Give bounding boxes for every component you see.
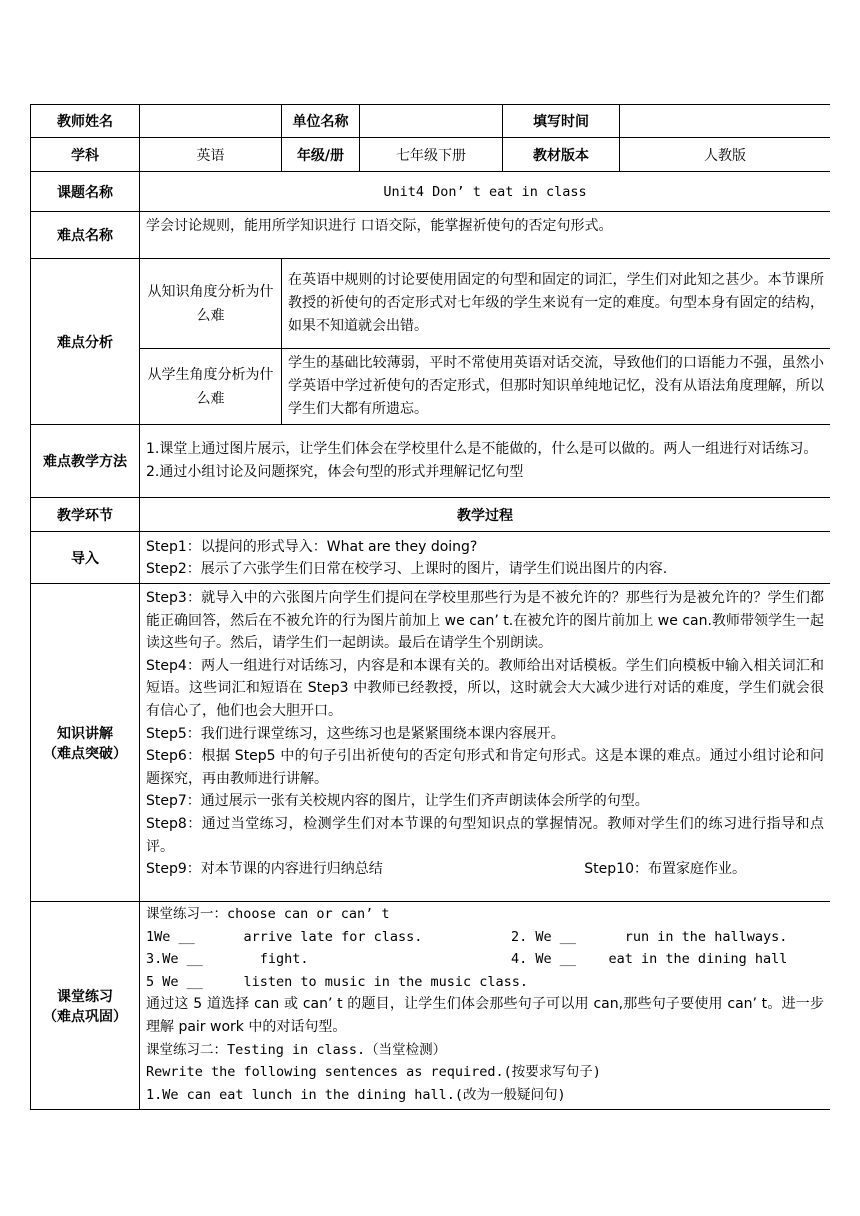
process-stage-label: 教学环节 (31, 498, 140, 532)
knowledge-step-8: Step8：通过当堂练习，检测学生们对本节课的句型知识点的掌握情况。教师对学生们的练习进行指导和点评。 (146, 815, 824, 855)
intro-row (31, 532, 831, 584)
analysis-knowledge-row (31, 259, 831, 349)
difficulty-row (31, 212, 831, 259)
knowledge-label-line-1: 知识讲解 (57, 725, 113, 742)
info-row (31, 138, 831, 172)
practice-ex1-item-5: 5 We __ listen to music in the music class. (146, 973, 529, 990)
fill-time-label: 填写时间 (503, 105, 620, 138)
teacher-name-label: 教师姓名 (31, 105, 140, 138)
analysis-label: 难点分析 (31, 259, 140, 425)
knowledge-row (31, 584, 831, 902)
knowledge-text (140, 584, 831, 902)
edition-label: 教材版本 (503, 138, 620, 172)
topic-row (31, 172, 831, 212)
intro-text (140, 532, 831, 584)
process-title: 教学过程 (140, 498, 831, 532)
lesson-plan-page (30, 104, 830, 1110)
knowledge-step-6: Step6：根据 Step5 中的句子引出祈使句的否定句形式和肯定句形式。这是本课的难点。通过小组讨论和问题探究，再由教师进行讲解。 (146, 748, 824, 787)
fill-time-value (620, 105, 831, 138)
practice-ex2-item-1: 1.We can eat lunch in the dining hall.(改为一般疑问句) (146, 1086, 566, 1103)
difficulty-label: 难点名称 (31, 212, 140, 259)
difficulty-value: 学会讨论规则，能用所学知识进行 口语交际，能掌握祈使句的否定句形式。 (140, 212, 831, 259)
unit-name-value (360, 105, 503, 138)
practice-label-line-2: （难点巩固） (43, 1008, 127, 1025)
knowledge-step-5: Step5：我们进行课堂练习，这些练习也是紧紧围绕本课内容展开。 (146, 725, 565, 742)
knowledge-step-9: Step9：对本节课的内容进行归纳总结 (146, 861, 383, 878)
method-row (31, 425, 831, 498)
teacher-name-value (140, 105, 282, 138)
knowledge-step-10: Step10：布置家庭作业。 (584, 861, 746, 878)
practice-ex1-title: 课堂练习一：choose can or can’ t (146, 906, 390, 922)
knowledge-angle-label: 从知识角度分析为什么难 (140, 259, 282, 349)
grade-value: 七年级下册 (360, 138, 503, 172)
subject-label: 学科 (31, 138, 140, 172)
grade-label: 年级/册 (282, 138, 360, 172)
lesson-plan-table (30, 104, 830, 1110)
practice-ex1-item-3: 3.We __ fight. (146, 951, 309, 968)
intro-step-1: Step1：以提问的形式导入：What are they doing? (146, 538, 478, 555)
knowledge-step-3: Step3：就导入中的六张图片向学生们提问在学校里那些行为是不被允许的？那些行为是被允许的？学生们都能正确回答，然后在不被允许的行为图片前加上 we can’ t.在被允许的图片前加上 we can.教师带领学生一起读这些句子。然后，请学生们一起朗读。最后在请学生个别朗读。 (146, 590, 824, 652)
practice-row (31, 902, 831, 1110)
knowledge-angle-text: 在英语中规则的讨论要使用固定的句型和固定的词汇，学生们对此知之甚少。本节课所教授的祈使句的否定形式对七年级的学生来说有一定的难度。句型本身有固定的结构，如果不知道就会出错。 (282, 259, 831, 349)
knowledge-label-line-2: （难点突破） (43, 745, 127, 762)
practice-ex1-item-2: 2. We __ run in the hallways. (511, 928, 788, 945)
subject-value: 英语 (140, 138, 282, 172)
method-line-2: 2.通过小组讨论及问题探究，体会句型的形式并理解记忆句型 (146, 464, 524, 480)
practice-ex1-items (146, 926, 824, 971)
knowledge-step-7: Step7：通过展示一张有关校规内容的图片，让学生们齐声朗读体会所学的句型。 (146, 793, 649, 810)
method-label: 难点教学方法 (31, 425, 140, 498)
method-line-1: 1.课堂上通过图片展示，让学生们体会在学校里什么是不能做的，什么是可以做的。两人一组进行对话练习。 (146, 441, 818, 457)
header-row (31, 105, 831, 138)
analysis-student-row (31, 349, 831, 425)
practice-label (31, 902, 140, 1110)
student-angle-text: 学生的基础比较薄弱，平时不常使用英语对话交流，导致他们的口语能力不强，虽然小学英语中学过祈使句的否定形式，但那时知识单纯地记忆，没有从语法角度理解，所以学生们大都有所遗忘。 (282, 349, 831, 425)
edition-value: 人教版 (620, 138, 831, 172)
practice-ex1-item-1: 1We __ arrive late for class. (146, 928, 423, 945)
practice-ex2-instruction: Rewrite the following sentences as required.(按要求写句子) (146, 1064, 601, 1081)
knowledge-label (31, 584, 140, 902)
practice-explanation: 通过这 5 道选择 can 或 can’ t 的题目，让学生们体会那些句子可以用 can,那些句子要使用 can’ t。进一步理解 pair work 中的对话句型。 (146, 996, 824, 1035)
process-header-row (31, 498, 831, 532)
student-angle-label: 从学生角度分析为什么难 (140, 349, 282, 425)
method-text (140, 425, 831, 498)
unit-name-label: 单位名称 (282, 105, 360, 138)
intro-step-2: Step2：展示了六张学生们日常在校学习、上课时的图片，请学生们说出图片的内容. (146, 560, 668, 577)
practice-ex1-item-4: 4. We __ eat in the dining hall (511, 951, 788, 968)
practice-ex2-title: 课堂练习二：Testing in class.（当堂检测） (146, 1041, 447, 1058)
knowledge-step-9-10 (146, 858, 746, 881)
knowledge-step-4: Step4：两人一组进行对话练习，内容是和本课有关的。教师给出对话模板。学生们向模板中输入相关词汇和短语。这些词汇和短语在 Step3 中教师已经教授，所以，这时就会大大减少进行对话的难度，学生们就会很有信心了，他们也会大胆开口。 (146, 657, 824, 719)
topic-value: Unit4 Don’ t eat in class (140, 172, 831, 212)
topic-label: 课题名称 (31, 172, 140, 212)
practice-label-line-1: 课堂练习 (57, 988, 113, 1005)
practice-text (140, 902, 831, 1110)
intro-label: 导入 (31, 532, 140, 584)
